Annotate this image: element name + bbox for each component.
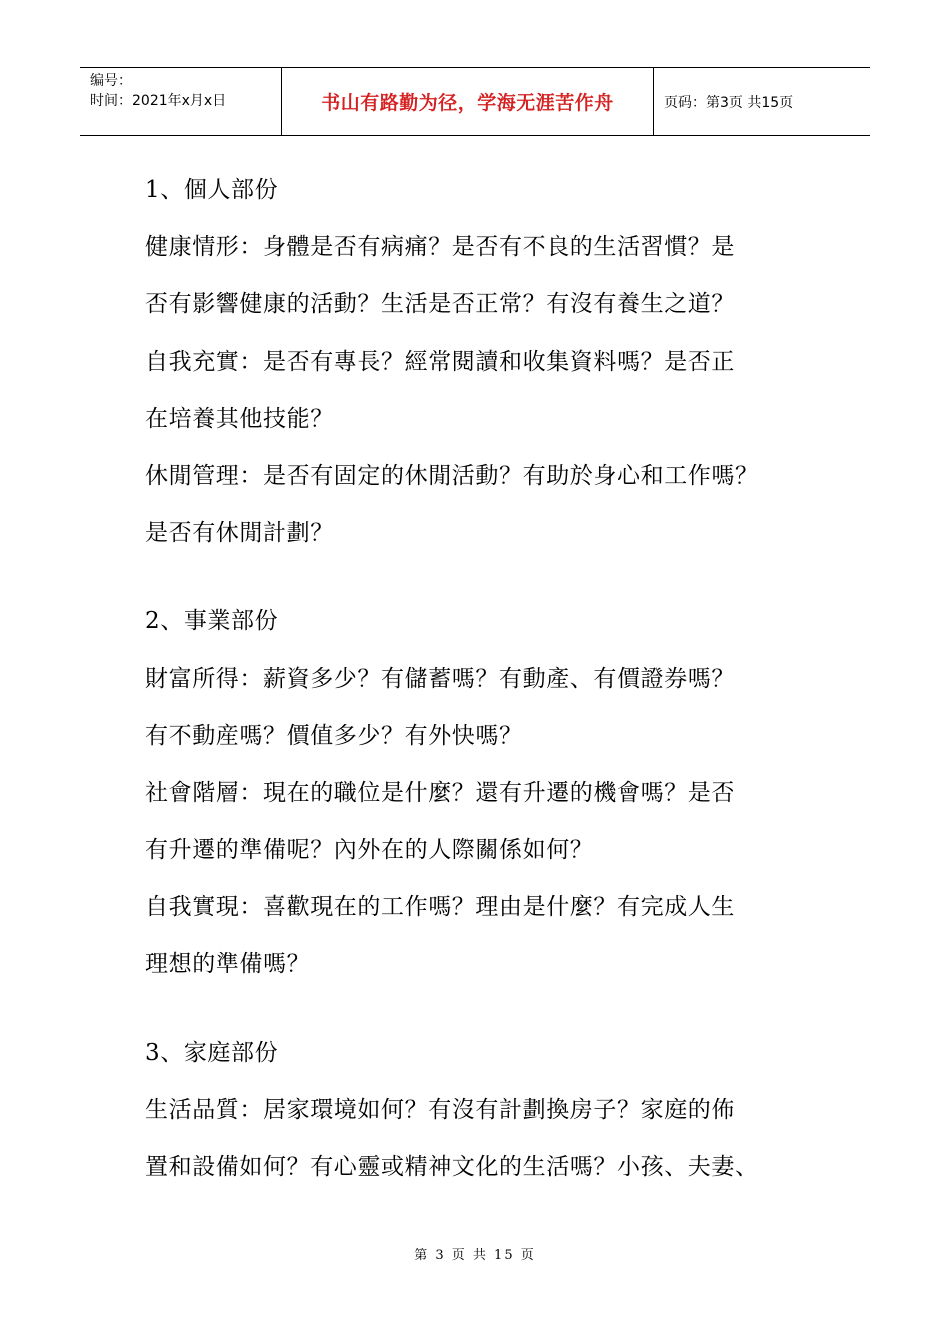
header-meta-cell	[80, 68, 282, 135]
paragraph-line: 有不動産嗎？價值多少？有外快嗎？	[145, 722, 523, 749]
header-motto-cell	[282, 68, 654, 135]
document-body	[145, 162, 845, 1196]
paragraph-line: 否有影響健康的活動？生活是否正常？有沒有養生之道？	[145, 291, 735, 318]
paragraph-line: 置和設備如何？有心靈或精神文化的生活嗎？小孩、夫妻、	[145, 1154, 759, 1180]
paragraph-line: 自我充實：是否有專長？經常閱讀和收集資料嗎？是否正	[145, 348, 735, 375]
paragraph-line: 是否有休閒計劃？	[145, 520, 334, 547]
section-heading: 2、事業部份	[145, 608, 279, 635]
document-number-label: 编号：	[90, 73, 132, 89]
section-spacer	[145, 994, 845, 1025]
page-footer: 第 3 页 共 15 页	[414, 1248, 536, 1263]
document-date-label: 时间：2021年x月x日	[90, 93, 227, 109]
section-spacer	[145, 562, 845, 593]
header-page-info: 页码：第3页 共15页	[664, 94, 794, 111]
paragraph-line: 休閒管理：是否有固定的休閒活動？有助於身心和工作嗎？	[145, 462, 759, 489]
section-heading: 1、個人部份	[145, 177, 279, 203]
paragraph-line: 社會階層：現在的職位是什麼？還有升遷的機會嗎？是否	[145, 779, 735, 806]
header-motto: 书山有路勤为径，学海无涯苦作舟	[321, 92, 614, 114]
paragraph-line: 自我實現：喜歡現在的工作嗎？理由是什麼？有完成人生	[145, 894, 735, 921]
header-page-cell	[654, 68, 870, 135]
paragraph-line: 有升遷的準備呢？內外在的人際關係如何？	[145, 837, 594, 864]
paragraph-line: 健康情形：身體是否有病痛？是否有不良的生活習慣？是	[145, 234, 735, 261]
paragraph-line: 財富所得：薪資多少？有儲蓄嗎？有動產、有價證券嗎？	[145, 665, 735, 692]
section-heading: 3、家庭部份	[145, 1039, 279, 1066]
paragraph-line: 在培養其他技能？	[145, 405, 334, 432]
paragraph-line: 理想的準備嗎？	[145, 951, 311, 978]
page-header	[80, 67, 870, 136]
paragraph-line: 生活品質：居家環境如何？有沒有計劃換房子？家庭的佈	[145, 1096, 735, 1123]
